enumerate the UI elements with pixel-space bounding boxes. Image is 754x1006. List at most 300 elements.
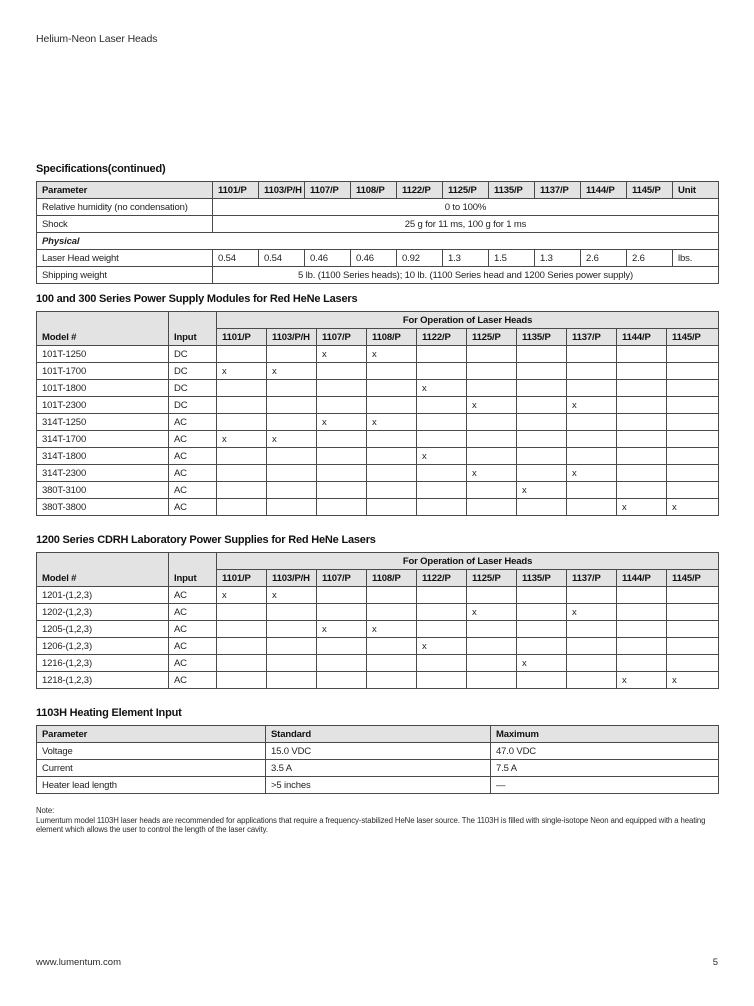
- empty-cell: [567, 346, 617, 363]
- compatibility-mark: x: [317, 346, 367, 363]
- empty-cell: [467, 363, 517, 380]
- empty-cell: [517, 499, 567, 516]
- heating-row: [37, 760, 719, 777]
- empty-cell: [517, 587, 567, 604]
- column-header: Maximum: [491, 726, 719, 743]
- empty-cell: [417, 499, 467, 516]
- model-row: [37, 346, 719, 363]
- column-header: 1101/P: [217, 329, 267, 346]
- empty-cell: [617, 397, 667, 414]
- empty-cell: [667, 346, 719, 363]
- spec-value: 1.3: [443, 250, 489, 267]
- compatibility-mark: x: [517, 655, 567, 672]
- compatibility-mark: x: [317, 621, 367, 638]
- empty-cell: [317, 672, 367, 689]
- empty-cell: [267, 448, 317, 465]
- spec-value: 0.92: [397, 250, 443, 267]
- input-type: AC: [169, 431, 217, 448]
- heating-value: 7.5 A: [491, 760, 719, 777]
- empty-cell: [667, 604, 719, 621]
- spec-value: 0.54: [259, 250, 305, 267]
- empty-cell: [367, 397, 417, 414]
- model-number: 101T-2300: [37, 397, 169, 414]
- column-header: Model #: [37, 553, 169, 587]
- empty-cell: [217, 414, 267, 431]
- spec-parameter: Shock: [37, 216, 213, 233]
- empty-cell: [417, 465, 467, 482]
- empty-cell: [317, 363, 367, 380]
- empty-cell: [617, 448, 667, 465]
- model-number: 380T-3100: [37, 482, 169, 499]
- empty-cell: [417, 414, 467, 431]
- compatibility-mark: x: [467, 604, 517, 621]
- compatibility-mark: x: [367, 414, 417, 431]
- input-type: AC: [169, 482, 217, 499]
- ps1200-table: [36, 552, 719, 689]
- empty-cell: [467, 587, 517, 604]
- spec-section-label: Physical: [37, 233, 719, 250]
- spec-value: 0.46: [305, 250, 351, 267]
- empty-cell: [417, 346, 467, 363]
- empty-cell: [267, 499, 317, 516]
- empty-cell: [467, 482, 517, 499]
- model-row: [37, 587, 719, 604]
- specifications-title: Specifications(continued): [36, 163, 166, 175]
- spec-row: [37, 199, 719, 216]
- column-header: 1107/P: [305, 182, 351, 199]
- model-number: 1201-(1,2,3): [37, 587, 169, 604]
- empty-cell: [317, 380, 367, 397]
- spec-value: 1.5: [489, 250, 535, 267]
- empty-cell: [667, 414, 719, 431]
- column-header: 1103/P/H: [259, 182, 305, 199]
- model-row: [37, 448, 719, 465]
- heating-row: [37, 743, 719, 760]
- spec-value: 0.54: [213, 250, 259, 267]
- empty-cell: [517, 448, 567, 465]
- column-header: 1125/P: [467, 329, 517, 346]
- model-row: [37, 604, 719, 621]
- heating-value: 47.0 VDC: [491, 743, 719, 760]
- empty-cell: [517, 465, 567, 482]
- empty-cell: [567, 380, 617, 397]
- column-header: Input: [169, 312, 217, 346]
- model-number: 101T-1250: [37, 346, 169, 363]
- empty-cell: [617, 604, 667, 621]
- empty-cell: [467, 448, 517, 465]
- model-row: [37, 482, 719, 499]
- empty-cell: [617, 621, 667, 638]
- empty-cell: [367, 363, 417, 380]
- input-type: AC: [169, 465, 217, 482]
- column-header: 1135/P: [517, 329, 567, 346]
- empty-cell: [217, 465, 267, 482]
- empty-cell: [667, 397, 719, 414]
- column-header: 1108/P: [351, 182, 397, 199]
- empty-cell: [667, 465, 719, 482]
- empty-cell: [617, 587, 667, 604]
- spec-value: 2.6: [627, 250, 673, 267]
- empty-cell: [317, 655, 367, 672]
- header-row: [37, 553, 719, 570]
- compatibility-mark: x: [267, 431, 317, 448]
- ps1200-title: 1200 Series CDRH Laboratory Power Supplies for Red HeNe Lasers: [36, 534, 376, 546]
- empty-cell: [217, 397, 267, 414]
- empty-cell: [217, 638, 267, 655]
- empty-cell: [417, 431, 467, 448]
- compatibility-mark: x: [267, 363, 317, 380]
- spec-value: 1.3: [535, 250, 581, 267]
- model-number: 1206-(1,2,3): [37, 638, 169, 655]
- empty-cell: [667, 638, 719, 655]
- empty-cell: [367, 655, 417, 672]
- empty-cell: [567, 414, 617, 431]
- compatibility-mark: x: [567, 465, 617, 482]
- compatibility-mark: x: [417, 448, 467, 465]
- model-number: 314T-1250: [37, 414, 169, 431]
- input-type: DC: [169, 397, 217, 414]
- empty-cell: [467, 346, 517, 363]
- empty-cell: [617, 363, 667, 380]
- column-header: 1122/P: [417, 570, 467, 587]
- column-header: 1103/P/H: [267, 329, 317, 346]
- heating-row: [37, 777, 719, 794]
- note-text: Lumentum model 1103H laser heads are recommended for applications that require a frequency-stabilized HeNe laser source. The 1103H is filled with single-isotope Neon and equipped with a heating element which allows the user to control the length of the laser cavity.: [36, 815, 706, 835]
- compatibility-mark: x: [467, 465, 517, 482]
- compatibility-mark: x: [217, 363, 267, 380]
- model-number: 101T-1800: [37, 380, 169, 397]
- column-header: 1145/P: [627, 182, 673, 199]
- input-type: AC: [169, 655, 217, 672]
- empty-cell: [567, 499, 617, 516]
- model-row: [37, 414, 719, 431]
- empty-cell: [267, 621, 317, 638]
- model-number: 314T-2300: [37, 465, 169, 482]
- compatibility-mark: x: [417, 380, 467, 397]
- note-block: [36, 806, 718, 835]
- empty-cell: [617, 465, 667, 482]
- column-header: 1135/P: [517, 570, 567, 587]
- input-type: AC: [169, 499, 217, 516]
- empty-cell: [367, 638, 417, 655]
- empty-cell: [367, 499, 417, 516]
- column-header: Standard: [266, 726, 491, 743]
- specifications-table-body: [37, 199, 719, 284]
- empty-cell: [667, 655, 719, 672]
- ps100-300-table-head: [37, 312, 719, 346]
- empty-cell: [467, 380, 517, 397]
- empty-cell: [317, 431, 367, 448]
- column-header: 1108/P: [367, 329, 417, 346]
- document-header: Helium-Neon Laser Heads: [36, 33, 158, 45]
- specifications-table: [36, 181, 719, 284]
- column-header: Input: [169, 553, 217, 587]
- column-header: Unit: [673, 182, 719, 199]
- heating-value: >5 inches: [266, 777, 491, 794]
- empty-cell: [317, 638, 367, 655]
- empty-cell: [517, 604, 567, 621]
- column-header: 1122/P: [397, 182, 443, 199]
- heating-value: 3.5 A: [266, 760, 491, 777]
- heating-parameter: Heater lead length: [37, 777, 266, 794]
- compatibility-mark: x: [667, 499, 719, 516]
- empty-cell: [367, 482, 417, 499]
- heating-value: —: [491, 777, 719, 794]
- empty-cell: [517, 621, 567, 638]
- model-row: [37, 363, 719, 380]
- empty-cell: [367, 604, 417, 621]
- column-header: 1107/P: [317, 570, 367, 587]
- empty-cell: [617, 482, 667, 499]
- empty-cell: [367, 380, 417, 397]
- column-header: 1125/P: [443, 182, 489, 199]
- empty-cell: [417, 482, 467, 499]
- compatibility-mark: x: [667, 672, 719, 689]
- input-type: AC: [169, 414, 217, 431]
- spec-parameter: Relative humidity (no condensation): [37, 199, 213, 216]
- spec-span-value: 5 lb. (1100 Series heads); 10 lb. (1100 Series head and 1200 Series power supply): [213, 267, 719, 284]
- empty-cell: [517, 672, 567, 689]
- empty-cell: [467, 621, 517, 638]
- spec-span-value: 25 g for 11 ms, 100 g for 1 ms: [213, 216, 719, 233]
- model-number: 1218-(1,2,3): [37, 672, 169, 689]
- empty-cell: [667, 380, 719, 397]
- empty-cell: [417, 621, 467, 638]
- compatibility-mark: x: [317, 414, 367, 431]
- heating-title: 1103H Heating Element Input: [36, 707, 182, 719]
- ps1200-table-body: [37, 587, 719, 689]
- spec-value: 0.46: [351, 250, 397, 267]
- input-type: AC: [169, 621, 217, 638]
- specifications-table-head: [37, 182, 719, 199]
- column-header: 1101/P: [213, 182, 259, 199]
- column-header: 1137/P: [567, 570, 617, 587]
- page-footer: [36, 957, 718, 968]
- footer-website-link[interactable]: www.lumentum.com: [36, 957, 121, 968]
- empty-cell: [617, 346, 667, 363]
- model-number: 314T-1700: [37, 431, 169, 448]
- column-header: 1135/P: [489, 182, 535, 199]
- empty-cell: [417, 672, 467, 689]
- heating-table: [36, 725, 719, 794]
- model-row: [37, 465, 719, 482]
- empty-cell: [267, 397, 317, 414]
- empty-cell: [317, 448, 367, 465]
- group-header: For Operation of Laser Heads: [217, 312, 719, 329]
- empty-cell: [567, 621, 617, 638]
- compatibility-mark: x: [217, 587, 267, 604]
- compatibility-mark: x: [367, 346, 417, 363]
- empty-cell: [417, 363, 467, 380]
- column-header: 1144/P: [581, 182, 627, 199]
- column-header: 1103/P/H: [267, 570, 317, 587]
- empty-cell: [467, 638, 517, 655]
- spec-row: [37, 250, 719, 267]
- empty-cell: [517, 380, 567, 397]
- empty-cell: [667, 482, 719, 499]
- empty-cell: [517, 414, 567, 431]
- empty-cell: [317, 604, 367, 621]
- empty-cell: [317, 499, 367, 516]
- spec-parameter: Laser Head weight: [37, 250, 213, 267]
- input-type: AC: [169, 638, 217, 655]
- empty-cell: [367, 672, 417, 689]
- column-header: Model #: [37, 312, 169, 346]
- model-row: [37, 431, 719, 448]
- empty-cell: [367, 448, 417, 465]
- empty-cell: [467, 672, 517, 689]
- spec-row: [37, 216, 719, 233]
- empty-cell: [617, 638, 667, 655]
- empty-cell: [217, 655, 267, 672]
- compatibility-mark: x: [267, 587, 317, 604]
- empty-cell: [367, 587, 417, 604]
- heating-value: 15.0 VDC: [266, 743, 491, 760]
- model-row: [37, 621, 719, 638]
- note-label: Note:: [36, 806, 55, 815]
- empty-cell: [467, 414, 517, 431]
- model-number: 380T-3800: [37, 499, 169, 516]
- spec-row: [37, 233, 719, 250]
- empty-cell: [267, 414, 317, 431]
- empty-cell: [317, 397, 367, 414]
- spec-parameter: Shipping weight: [37, 267, 213, 284]
- empty-cell: [517, 431, 567, 448]
- ps100-300-table: [36, 311, 719, 516]
- empty-cell: [467, 431, 517, 448]
- column-header: 1122/P: [417, 329, 467, 346]
- empty-cell: [217, 499, 267, 516]
- empty-cell: [267, 638, 317, 655]
- empty-cell: [417, 397, 467, 414]
- ps1200-table-head: [37, 553, 719, 587]
- compatibility-mark: x: [367, 621, 417, 638]
- empty-cell: [617, 655, 667, 672]
- empty-cell: [267, 655, 317, 672]
- empty-cell: [267, 465, 317, 482]
- compatibility-mark: x: [217, 431, 267, 448]
- empty-cell: [267, 482, 317, 499]
- input-type: AC: [169, 604, 217, 621]
- model-row: [37, 499, 719, 516]
- column-header: 1137/P: [535, 182, 581, 199]
- empty-cell: [667, 448, 719, 465]
- column-header: 1101/P: [217, 570, 267, 587]
- compatibility-mark: x: [567, 604, 617, 621]
- header-row: [37, 726, 719, 743]
- header-row: [37, 182, 719, 199]
- input-type: AC: [169, 448, 217, 465]
- compatibility-mark: x: [417, 638, 467, 655]
- empty-cell: [317, 465, 367, 482]
- spec-span-value: 0 to 100%: [213, 199, 719, 216]
- empty-cell: [667, 621, 719, 638]
- empty-cell: [217, 448, 267, 465]
- input-type: AC: [169, 587, 217, 604]
- empty-cell: [667, 431, 719, 448]
- empty-cell: [417, 587, 467, 604]
- heating-parameter: Voltage: [37, 743, 266, 760]
- model-row: [37, 672, 719, 689]
- input-type: AC: [169, 672, 217, 689]
- heating-table-body: [37, 743, 719, 794]
- spec-value: 2.6: [581, 250, 627, 267]
- empty-cell: [617, 431, 667, 448]
- model-number: 1202-(1,2,3): [37, 604, 169, 621]
- model-row: [37, 380, 719, 397]
- column-header: 1137/P: [567, 329, 617, 346]
- column-header: 1145/P: [667, 570, 719, 587]
- empty-cell: [417, 655, 467, 672]
- empty-cell: [517, 397, 567, 414]
- model-row: [37, 397, 719, 414]
- empty-cell: [217, 482, 267, 499]
- empty-cell: [367, 431, 417, 448]
- model-number: 314T-1800: [37, 448, 169, 465]
- input-type: DC: [169, 346, 217, 363]
- compatibility-mark: x: [617, 672, 667, 689]
- compatibility-mark: x: [467, 397, 517, 414]
- compatibility-mark: x: [567, 397, 617, 414]
- empty-cell: [517, 346, 567, 363]
- ps100-300-title: 100 and 300 Series Power Supply Modules for Red HeNe Lasers: [36, 293, 358, 305]
- empty-cell: [467, 499, 517, 516]
- heating-parameter: Current: [37, 760, 266, 777]
- model-row: [37, 655, 719, 672]
- heating-table-head: [37, 726, 719, 743]
- header-row: [37, 312, 719, 329]
- empty-cell: [317, 482, 367, 499]
- ps100-300-table-body: [37, 346, 719, 516]
- empty-cell: [617, 380, 667, 397]
- empty-cell: [217, 380, 267, 397]
- compatibility-mark: x: [517, 482, 567, 499]
- empty-cell: [217, 672, 267, 689]
- model-number: 101T-1700: [37, 363, 169, 380]
- empty-cell: [217, 604, 267, 621]
- column-header: 1145/P: [667, 329, 719, 346]
- column-header: 1108/P: [367, 570, 417, 587]
- model-number: 1205-(1,2,3): [37, 621, 169, 638]
- empty-cell: [617, 414, 667, 431]
- empty-cell: [267, 346, 317, 363]
- empty-cell: [467, 655, 517, 672]
- footer-page-number: 5: [712, 957, 718, 968]
- model-row: [37, 638, 719, 655]
- empty-cell: [567, 655, 617, 672]
- empty-cell: [567, 672, 617, 689]
- empty-cell: [217, 346, 267, 363]
- empty-cell: [517, 363, 567, 380]
- empty-cell: [567, 431, 617, 448]
- empty-cell: [267, 380, 317, 397]
- spec-row: [37, 267, 719, 284]
- input-type: DC: [169, 363, 217, 380]
- empty-cell: [417, 604, 467, 621]
- spec-unit: lbs.: [673, 250, 719, 267]
- column-header: Parameter: [37, 182, 213, 199]
- empty-cell: [567, 448, 617, 465]
- empty-cell: [567, 638, 617, 655]
- column-header: 1144/P: [617, 329, 667, 346]
- empty-cell: [667, 587, 719, 604]
- empty-cell: [667, 363, 719, 380]
- column-header: 1144/P: [617, 570, 667, 587]
- compatibility-mark: x: [617, 499, 667, 516]
- input-type: DC: [169, 380, 217, 397]
- empty-cell: [517, 638, 567, 655]
- group-header: For Operation of Laser Heads: [217, 553, 719, 570]
